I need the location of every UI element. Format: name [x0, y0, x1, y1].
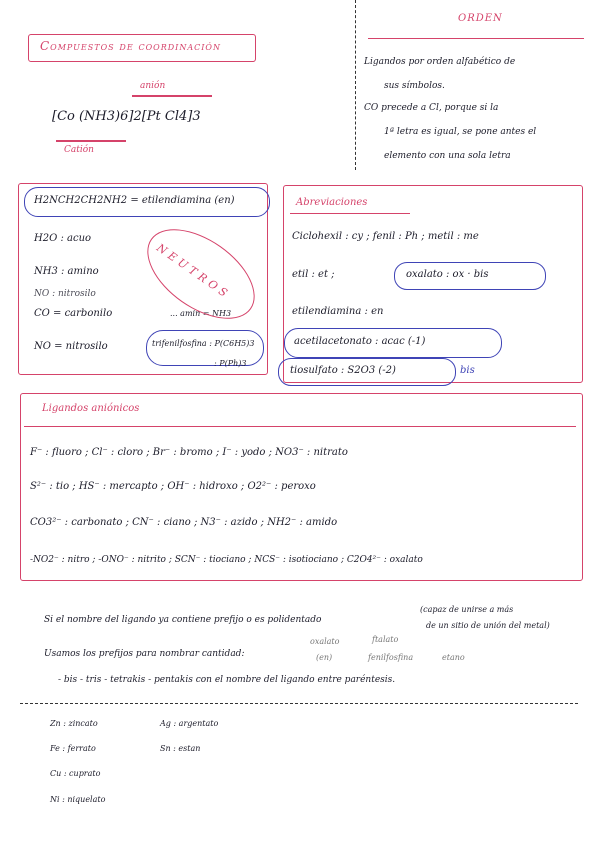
metal-zn: Zn : zincato [50, 719, 98, 728]
orden-rule2-line1: CO precede a Cl, porque si la [364, 103, 499, 113]
abrev-row2b: oxalato : ox · bis [406, 269, 489, 280]
anionicos-row3: CO3²⁻ : carbonato ; CN⁻ : ciano ; N3⁻ : azido ; NH2⁻ : amido [30, 517, 338, 528]
metal-ag: Ag : argentato [160, 719, 219, 728]
anionicos-heading: Ligandos aniónicos [42, 403, 140, 414]
nota-paren1: (capaz de unirse a más [420, 605, 514, 614]
amin-annotation: ... amin = NH3 [170, 309, 232, 318]
abreviaciones-heading: Abreviaciones [296, 197, 368, 208]
horizontal-divider [20, 703, 578, 704]
neutro-nitrosilo: NO = nitrosilo [34, 341, 108, 352]
anionicos-row4: -NO2⁻ : nitro ; -ONO⁻ : nitrito ; SCN⁻ : tiociano ; NCS⁻ : isotiociano ; C2O4²⁻ : oxalato [30, 555, 423, 565]
neutro-carbonilo: CO = carbonilo [34, 308, 113, 319]
nota-line1: Si el nombre del ligando ya contiene prefijo o es polidentado [44, 615, 322, 625]
metal-cu: Cu : cuprato [50, 769, 101, 778]
cation-label: Catión [64, 145, 94, 155]
orden-rule1-line1: Ligandos por orden alfabético de [364, 57, 516, 67]
abrev-row5: tiosulfato : S2O3 (-2) [290, 365, 396, 376]
vertical-divider [355, 0, 356, 170]
anion-label: anión [140, 81, 166, 91]
metal-ni: Ni : niquelato [50, 795, 106, 804]
neutros-label: NEUTROS [154, 241, 233, 302]
anionicos-row1: F⁻ : fluoro ; Cl⁻ : cloro ; Br⁻ : bromo ; I⁻ : yodo ; NO3⁻ : nitrato [30, 447, 348, 458]
complex-formula: [Co (NH3)6]2[Pt Cl4]3 [52, 109, 201, 124]
anionicos-underline [24, 426, 576, 427]
cation-bracket [56, 140, 126, 142]
metal-sn: Sn : estan [160, 744, 201, 753]
nota-paren2: de un sitio de unión del metal) [426, 621, 550, 630]
trifenil-line1: trifenilfosfina : P(C6H5)3 [152, 339, 255, 348]
en-formula: H2NCH2CH2NH2 = etilendiamina (en) [34, 195, 235, 206]
nota-ex4: etano [442, 653, 465, 662]
orden-underline [368, 38, 584, 39]
abrev-row5-note: bis [460, 365, 475, 376]
nota-ex3: fenilfosfina [368, 653, 414, 662]
orden-rule1-line2: sus símbolos. [384, 81, 445, 91]
nota-prefixes: - bis - tris - tetrakis - pentakis con el nombre del ligando entre paréntesis. [58, 675, 396, 685]
nota-ex1b: (en) [316, 653, 333, 662]
metal-fe: Fe : ferrato [50, 744, 96, 753]
anionicos-row2: S²⁻ : tio ; HS⁻ : mercapto ; OH⁻ : hidroxo ; O2²⁻ : peroxo [30, 481, 316, 492]
orden-heading: ORDEN [458, 13, 503, 24]
orden-rule2-line3: elemento con una sola letra [384, 151, 511, 161]
abreviaciones-underline [290, 213, 410, 214]
orden-rule2-line2: 1ª letra es igual, se pone antes el [384, 127, 537, 137]
neutro-acuo: H2O : acuo [34, 233, 92, 244]
abrev-row1: Ciclohexil : cy ; fenil : Ph ; metil : me [292, 231, 479, 242]
nota-ex2: ftalato [372, 635, 399, 644]
trifenil-line2: : P(Ph)3 [214, 359, 247, 368]
abrev-row3: etilendiamina : en [292, 306, 384, 317]
neutro-amino: NH3 : amino [34, 266, 99, 277]
page-title: Compuestos de coordinación [40, 39, 221, 53]
abrev-row2a: etil : et ; [292, 269, 335, 280]
neutro-nitrosilo-small: NO : nitrosilo [34, 289, 96, 299]
abrev-row4: acetilacetonato : acac (-1) [294, 336, 426, 347]
nota-line2: Usamos los prefijos para nombrar cantidad: [44, 649, 245, 659]
anion-bracket [132, 95, 212, 97]
nota-ex1: oxalato [310, 637, 340, 646]
